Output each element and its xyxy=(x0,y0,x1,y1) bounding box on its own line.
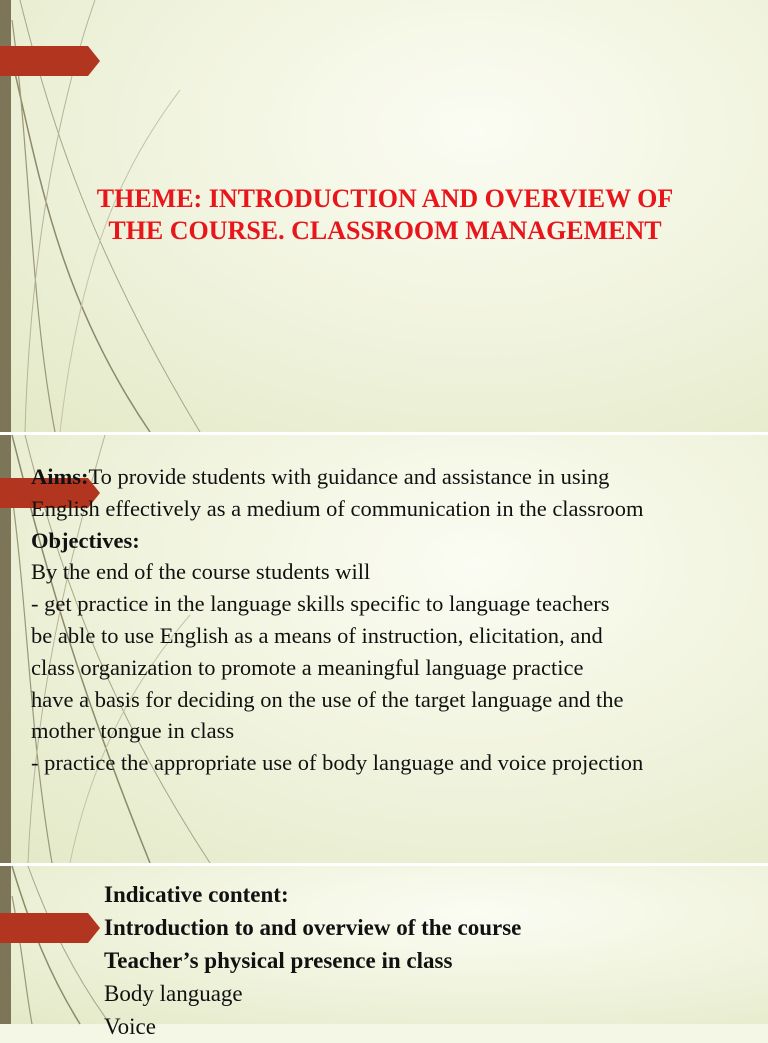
aims-text-2: English effectively as a medium of communication in the classroom xyxy=(31,495,644,521)
slide-indicative-content xyxy=(0,866,768,1039)
objective-line: - practice the appropriate use of body language and voice projection xyxy=(31,750,644,776)
slide-aims-objectives xyxy=(0,435,768,863)
aims-objectives-body xyxy=(31,461,731,779)
title-line-1: THEME: INTRODUCTION AND OVERVIEW OF xyxy=(96,184,674,213)
aims-line xyxy=(31,461,731,493)
objective-line: - get practice in the language skills specific to language teachers xyxy=(31,591,610,617)
objectives-label: Objectives: xyxy=(31,527,140,553)
objective-line: class organization to promote a meaningful language practice xyxy=(31,654,584,680)
title-line-2: THE COURSE. CLASSROOM MANAGEMENT xyxy=(108,216,662,245)
aims-label: Aims: xyxy=(31,464,89,489)
objective-line: have a basis for deciding on the use of the target language and the xyxy=(31,686,624,712)
content-item-bold: Teacher’s physical presence in class xyxy=(104,948,453,973)
content-item: Voice xyxy=(104,1014,156,1039)
objective-line: By the end of the course students will xyxy=(31,559,371,585)
aims-text: To provide students with guidance and assistance in using xyxy=(88,464,610,489)
content-item: Body language xyxy=(104,981,243,1006)
slide-title-text xyxy=(50,183,720,247)
slide-accent-tab xyxy=(0,46,100,76)
indicative-content-body xyxy=(104,878,744,1043)
objective-line: mother tongue in class xyxy=(31,718,235,744)
slide-accent-tab xyxy=(0,913,100,943)
indicative-heading: Indicative content: xyxy=(104,882,289,907)
slide-title xyxy=(0,0,768,432)
content-item-bold: Introduction to and overview of the course xyxy=(104,915,522,940)
objective-line: be able to use English as a means of instruction, elicitation, and xyxy=(31,622,603,648)
